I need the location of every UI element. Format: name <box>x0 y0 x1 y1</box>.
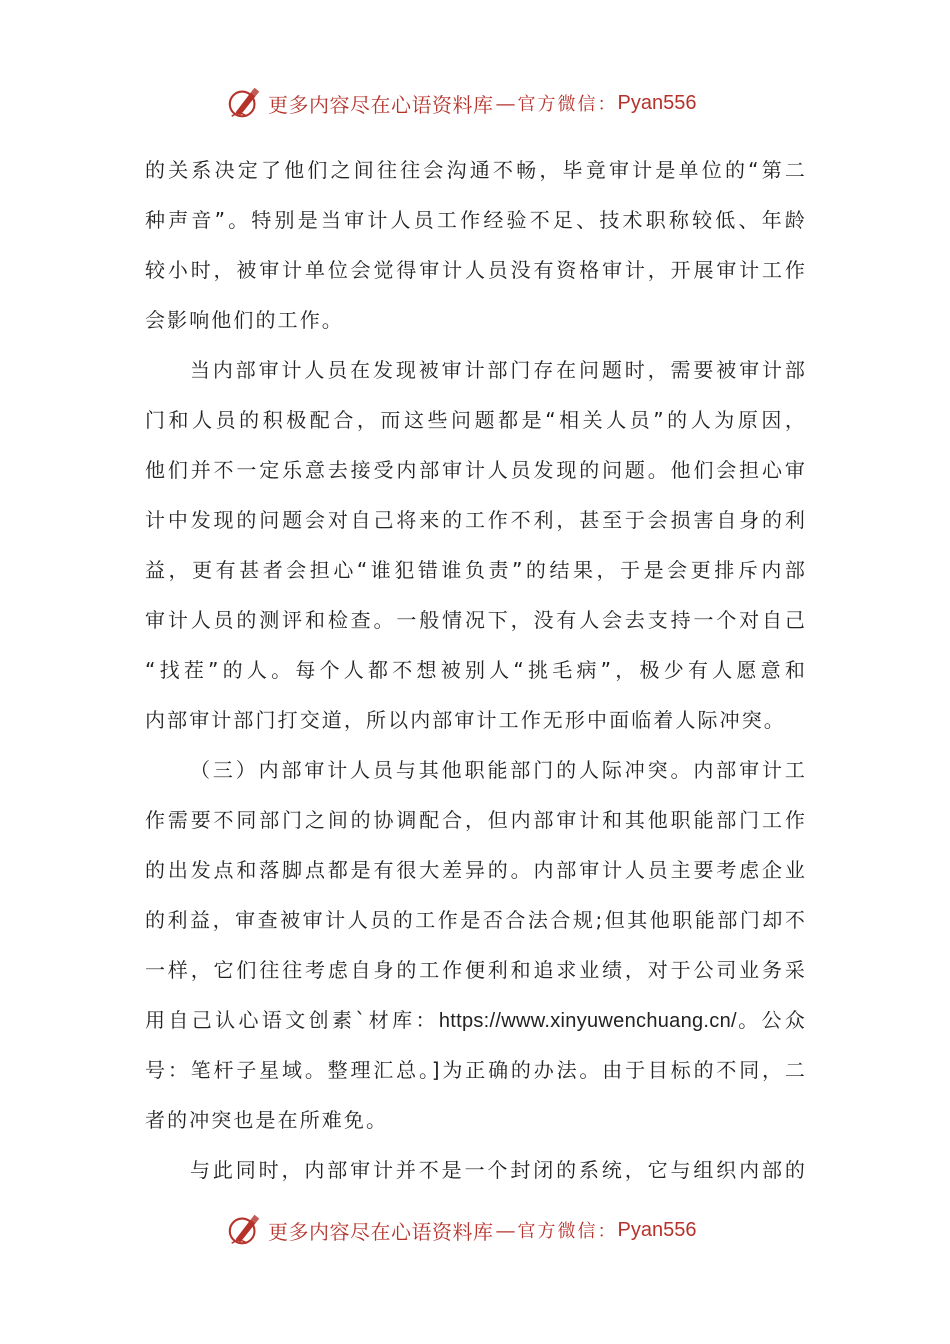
text-segment: 。公众 <box>736 1008 807 1032</box>
text-line: 内部审计部门打交道，所以内部审计工作无形中面临着人际冲突。 <box>145 708 786 732</box>
text-line: 计中发现的问题会对自己将来的工作不利，甚至于会损害自身的利 <box>145 508 807 532</box>
text-line: 的关系决定了他们之间往往会沟通不畅，毕竟审计是单位的“第二 <box>145 158 807 182</box>
text-line: 号：笔杆子星域。整理汇总。]为正确的办法。由于目标的不同，二 <box>145 1058 807 1082</box>
footer-banner <box>226 1210 696 1250</box>
document-body <box>145 148 807 1198</box>
text-line: 者的冲突也是在所难免。 <box>145 1108 389 1132</box>
text-segment: 用自己认心语文创素`材库： <box>145 1008 439 1032</box>
text-line: 门和人员的积极配合，而这些问题都是“相关人员”的人为原因， <box>145 408 807 432</box>
text-line: “找茬”的人。每个人都不想被别人“挑毛病”，极少有人愿意和 <box>145 658 807 682</box>
text-line: 益，更有甚者会担心“谁犯错谁负责”的结果，于是会更排斥内部 <box>145 558 807 582</box>
banner-wechat-label: 官方微信： <box>517 94 618 115</box>
text-line: 作需要不同部门之间的协调配合，但内部审计和其他职能部门工作 <box>145 808 807 832</box>
text-line: 一样，它们往往考虑自身的工作便利和追求业绩，对于公司业务采 <box>145 958 807 982</box>
pen-nib-logo-icon <box>226 1211 264 1249</box>
banner-wechat-id: Pyan556 <box>617 91 697 114</box>
banner-slogan: 更多内容尽在心语资料库 <box>268 1219 494 1244</box>
banner-separator: — <box>495 91 516 115</box>
banner-wechat-id: Pyan556 <box>617 1218 697 1241</box>
text-line: 的出发点和落脚点都是有很大差异的。内部审计人员主要考虑企业 <box>145 858 807 882</box>
text-line: （三）内部审计人员与其他职能部门的人际冲突。内部审计工 <box>190 758 807 782</box>
text-line: 种声音”。特别是当审计人员工作经验不足、技术职称较低、年龄 <box>145 208 807 232</box>
text-line: 他们并不一定乐意去接受内部审计人员发现的问题。他们会担心审 <box>145 458 807 482</box>
text-line: 的利益，审查被审计人员的工作是否合法合规;但其他职能部门却不 <box>145 908 807 932</box>
text-line-with-url <box>145 998 807 1048</box>
banner-separator: — <box>495 1218 516 1242</box>
text-line: 会影响他们的工作。 <box>145 308 344 332</box>
header-banner <box>226 83 696 123</box>
text-line: 与此同时，内部审计并不是一个封闭的系统，它与组织内部的 <box>190 1158 807 1182</box>
text-line: 较小时，被审计单位会觉得审计人员没有资格审计，开展审计工作 <box>145 258 807 282</box>
banner-wechat-label: 官方微信： <box>517 1221 618 1242</box>
text-line: 审计人员的测评和检查。一般情况下，没有人会去支持一个对自己 <box>145 608 807 632</box>
website-url: https://www.xinyuwenchuang.cn/ <box>438 1010 737 1032</box>
banner-slogan: 更多内容尽在心语资料库 <box>268 92 494 117</box>
text-line: 当内部审计人员在发现被审计部门存在问题时，需要被审计部 <box>190 358 807 382</box>
pen-nib-logo-icon <box>226 84 264 122</box>
